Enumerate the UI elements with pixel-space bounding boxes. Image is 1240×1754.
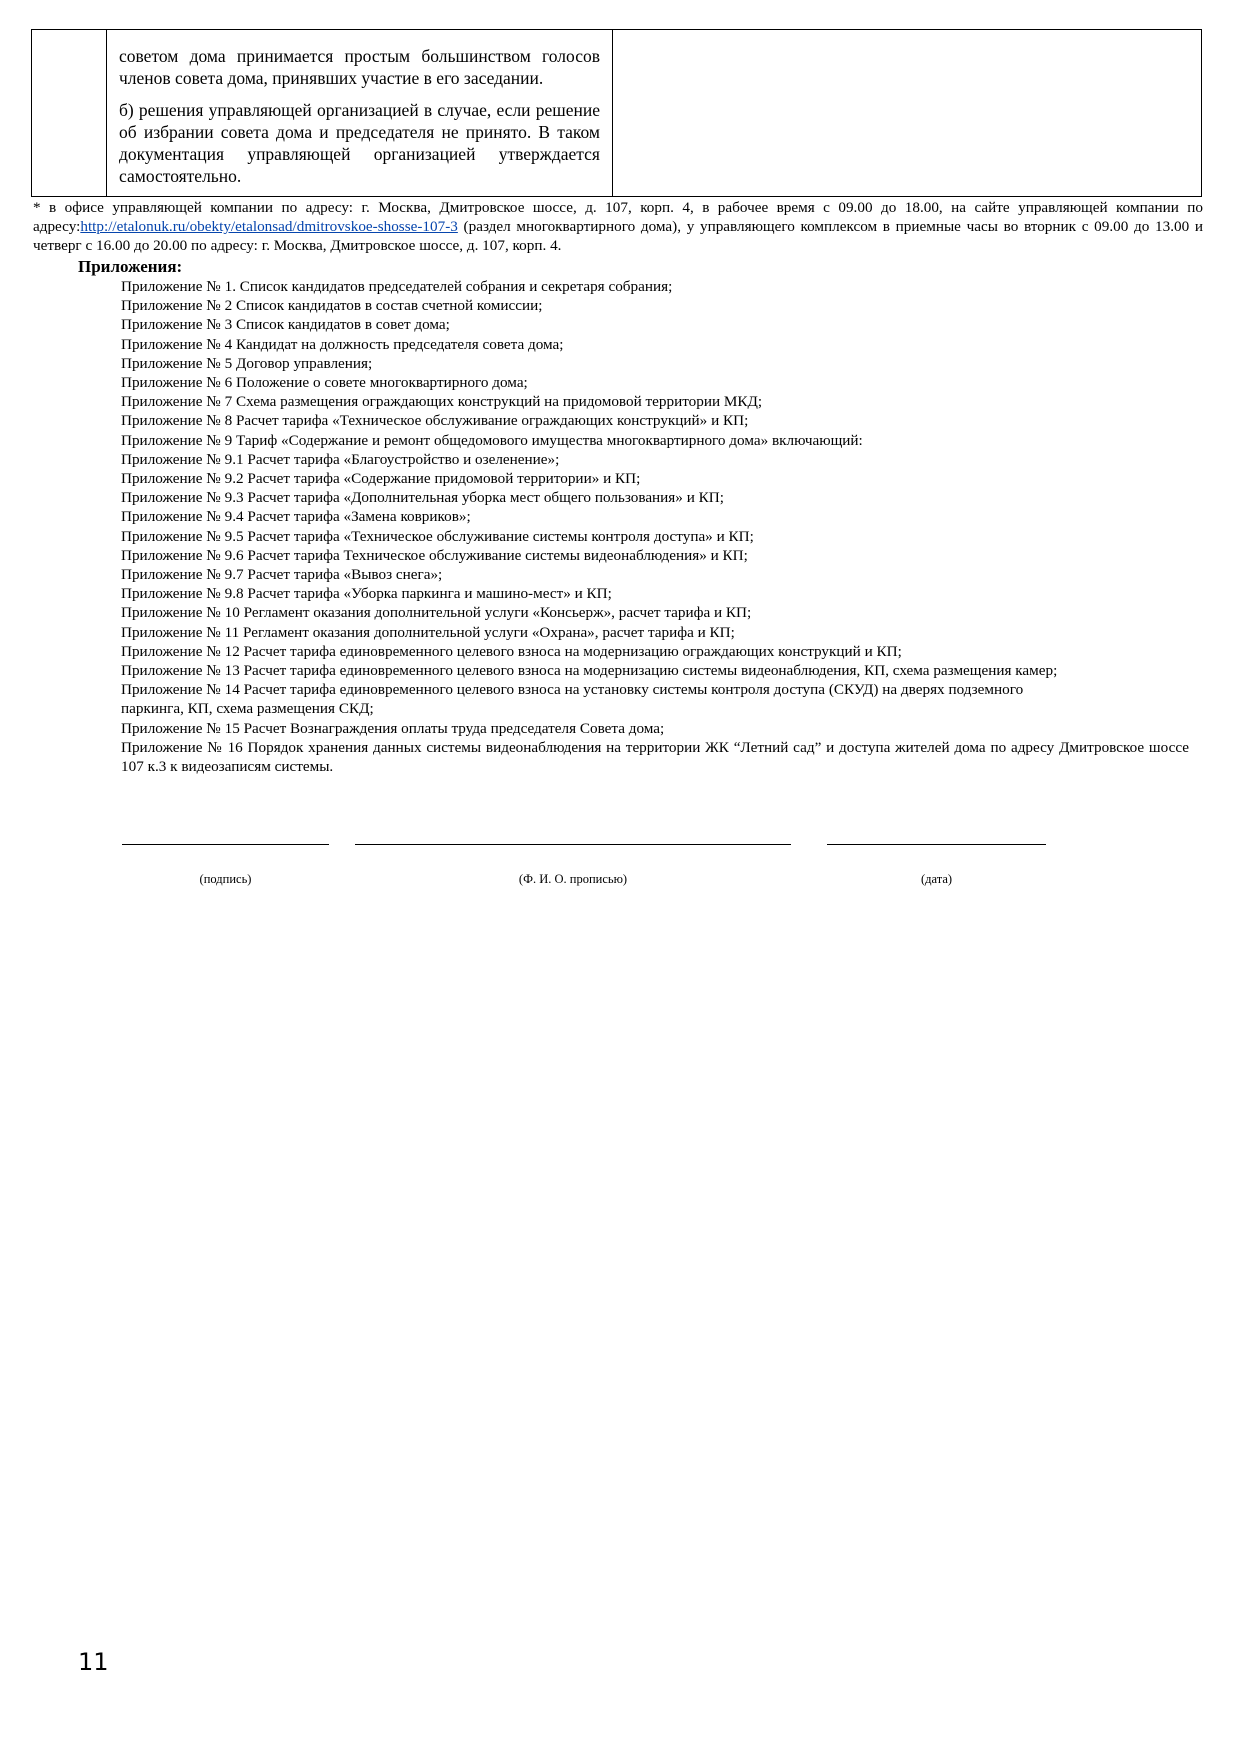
appendices-list — [121, 277, 1189, 776]
list-item: Приложение № 13 Расчет тарифа единовременного целевого взноса на модернизацию системы видеонаблюдения, КП, схема размещения камер; — [121, 662, 1058, 680]
list-item: Приложение № 11 Регламент оказания дополнительной услуги «Охрана», расчет тарифа и КП; — [121, 623, 735, 641]
list-item: Приложение № 2 Список кандидатов в состав счетной комиссии; — [121, 297, 543, 315]
list-item: Приложение № 4 Кандидат на должность председателя совета дома; — [121, 335, 564, 353]
page-number: 11 — [78, 1648, 109, 1676]
footnote-text-after: (раздел многоквартирного дома), у управляющего комплексом в приемные часы во вторник с 09.00 до 13.00 и четверг с 16.00 до 20.00 по адресу: г. Москва, Дмитровское шоссе, д. 107, корп. 4. — [33, 218, 1203, 254]
list-item: Приложение № 9.2 Расчет тарифа «Содержание придомовой территории» и КП; — [121, 470, 641, 488]
list-item: Приложение № 1. Список кандидатов председателей собрания и секретаря собрания; — [121, 278, 673, 295]
table-cell-empty — [613, 30, 1202, 197]
list-item: Приложение № 10 Регламент оказания дополнительной услуги «Консьерж», расчет тарифа и КП; — [121, 604, 752, 622]
list-item: Приложение № 5 Договор управления; — [121, 354, 373, 372]
footnote-link[interactable]: http://etalonuk.ru/obekty/etalonsad/dmitrovskoe-shosse-107-3 — [80, 218, 458, 235]
table-paragraph-1: советом дома принимается простым большинством голосов членов совета дома, принявших участие в его заседании. — [119, 46, 600, 88]
name-label: (Ф. И. О. прописью) — [518, 872, 628, 886]
list-item: Приложение № 12 Расчет тарифа единовременного целевого взноса на модернизацию ограждающих конструкций и КП; — [121, 642, 902, 660]
list-item: Приложение № 6 Положение о совете многоквартирного дома; — [121, 374, 528, 392]
signature-label: (подпись) — [199, 872, 252, 886]
list-item: Приложение № 7 Схема размещения ограждающих конструкций на придомовой территории МКД; — [121, 393, 763, 411]
list-item: Приложение № 9.1 Расчет тарифа «Благоустройство и озеленение»; — [121, 450, 560, 468]
name-line — [355, 844, 791, 845]
list-item: Приложение № 9.8 Расчет тарифа «Уборка паркинга и машино-мест» и КП; — [121, 585, 612, 603]
signature-line — [122, 844, 329, 845]
date-label: (дата) — [920, 872, 953, 886]
list-item: Приложение № 15 Расчет Вознаграждения оплаты труда председателя Совета дома; — [121, 719, 665, 737]
list-item: Приложение № 9 Тариф «Содержание и ремонт общедомового имущества многоквартирного дома» включающий: — [121, 431, 863, 449]
table-row — [32, 30, 1202, 197]
list-item: Приложение № 16 Порядок хранения данных системы видеонаблюдения на территории ЖК “Летний сад” и доступа жителей дома по адресу Дмитровское шоссе 107 к.3 к видеозаписям системы. — [121, 738, 1189, 776]
decision-table — [31, 29, 1202, 197]
list-item: Приложение № 9.5 Расчет тарифа «Техническое обслуживание системы контроля доступа» и КП; — [121, 527, 754, 545]
footnote — [33, 198, 1203, 255]
list-item: Приложение № 9.3 Расчет тарифа «Дополнительная уборка мест общего пользования» и КП; — [121, 489, 724, 507]
appendices-title: Приложения: — [78, 257, 183, 276]
table-cell-text — [107, 30, 613, 197]
table-cell-number — [32, 30, 107, 197]
list-item: Приложение № 9.7 Расчет тарифа «Вывоз снега»; — [121, 566, 443, 584]
list-item: Приложение № 14 Расчет тарифа единовременного целевого взноса на установку системы контроля доступа (СКУД) на дверях подземного паркинга, КП, схема размещения СКД; — [121, 681, 1024, 718]
list-item: Приложение № 8 Расчет тарифа «Техническое обслуживание ограждающих конструкций» и КП; — [121, 412, 749, 430]
table-paragraph-2: б) решения управляющей организацией в случае, если решение об избрании совета дома и председателя не принято. В таком документация управляющей организацией утверждается самостоятельно. — [119, 100, 600, 186]
footnote-text-before: * в офисе управляющей компании по адресу: г. Москва, Дмитровское шоссе, д. 107, корп. 4, в рабочее время с 09.00 до 18.00, на сайте управляющей компании по адресу: — [33, 199, 1203, 235]
list-item: Приложение № 3 Список кандидатов в совет дома; — [121, 316, 450, 334]
date-line — [827, 844, 1046, 845]
list-item: Приложение № 9.6 Расчет тарифа Техническое обслуживание системы видеонаблюдения» и КП; — [121, 546, 748, 564]
list-item: Приложение № 9.4 Расчет тарифа «Замена ковриков»; — [121, 508, 471, 526]
